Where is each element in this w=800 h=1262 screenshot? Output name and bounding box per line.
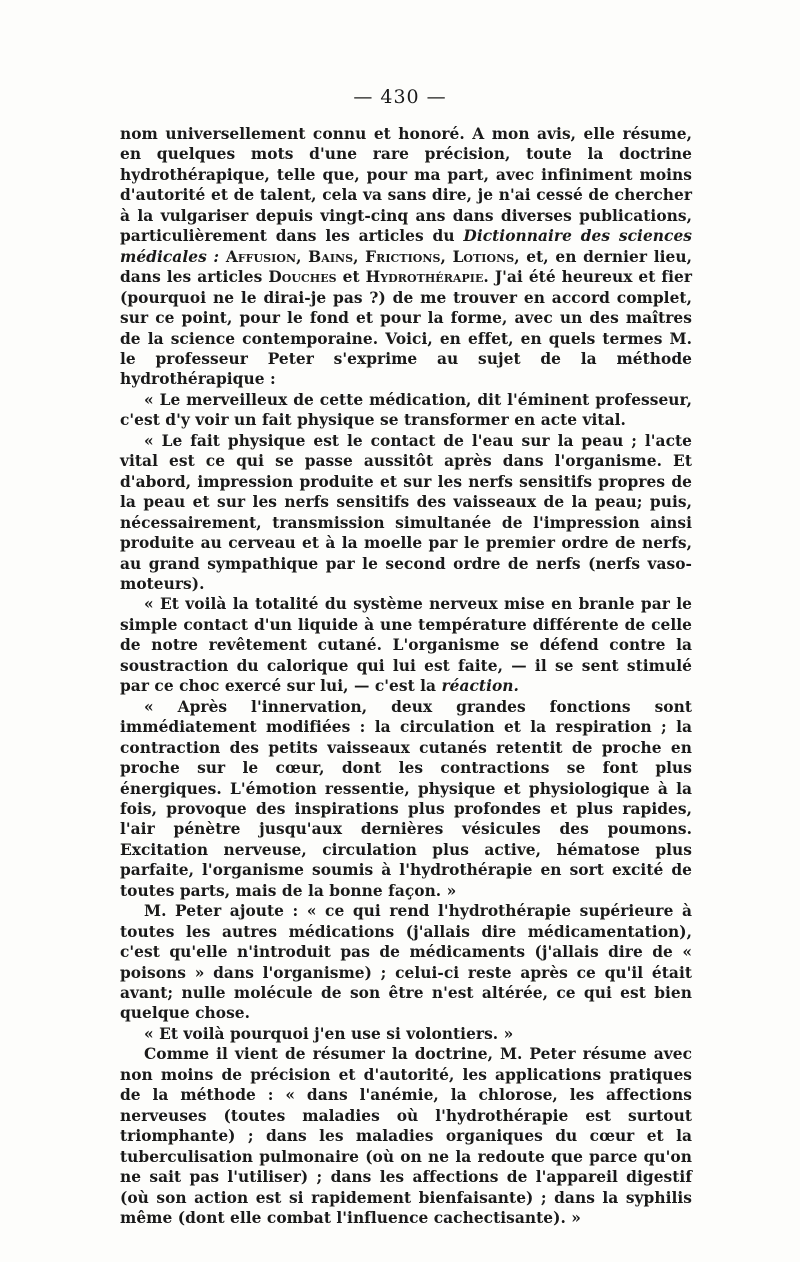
body-text: [120, 124, 692, 1228]
text-segment: « Et voilà la totalité du système nerveux mise en branle par le simple contact d'un liquide à une température différente de celle de notre revêtement cutané. L'organisme se défend contre la soustraction du calorique qui lui est faite, — il se sent stimulé par ce choc exercé sur lui, — c'est la: [120, 595, 692, 696]
text-segment: nom universellement connu et honoré. A mon avis, elle résume, en quelques mots d'une rare précision, toute la doctrine hydrothérapique, telle que, pour ma part, avec infiniment moins d'autorité et de talent, cela va sans dire, je n'ai cessé de chercher à la vulgariser depuis vingt-cinq ans dans diverses publications, particulièrement dans les articles du: [120, 125, 692, 246]
paragraph: [120, 1044, 692, 1228]
paragraph: [120, 124, 692, 390]
text-segment: « Et voilà pourquoi j'en use si volontiers. »: [144, 1024, 514, 1043]
text-segment: [219, 248, 226, 266]
paragraph: [120, 1024, 692, 1044]
text-segment: « Après l'innervation, deux grandes fonctions sont immédiatement modifiées : la circulation et la respiration ; la contraction des petits vaisseaux cutanés retentit de proche en proche sur le cœur, dont les contractions se font plus énergiques. L'émotion ressentie, physique et physiologique à la fois, provoque des inspirations plus profondes et plus rapides, l'air pénètre jusqu'aux dernières vésicules des poumons. Excitation nerveuse, circulation plus active, hématose plus parfaite, l'organisme soumis à l'hydrothérapie en sort excité de toutes parts, mais de la bonne façon. »: [120, 697, 692, 900]
small-caps-text: Douches: [268, 268, 337, 287]
small-caps-text: Hydrothérapie.: [365, 268, 489, 287]
text-segment: « Le merveilleux de cette médication, dit l'éminent professeur, c'est d'y voir un fait physique se transformer en acte vital.: [120, 390, 692, 430]
paragraph: [120, 390, 692, 431]
text-segment: et: [336, 268, 366, 287]
paragraph: [120, 431, 692, 595]
text-segment: et, en dernier lieu, dans les articles: [120, 247, 692, 287]
paragraph: [120, 697, 692, 902]
small-caps-text: Affusion, Bains, Frictions, Lotions,: [225, 247, 520, 266]
page-number: — 430 —: [353, 86, 447, 108]
text-segment: Comme il vient de résumer la doctrine, M. Peter résume avec non moins de précision et d'autorité, les applications pratiques de la méthode : « dans l'anémie, la chlorose, les affections nerveuses (toutes maladies où l'hydrothérapie est surtout triomphante) ; dans les maladies organiques du cœur et la tuberculisation pulmonaire (où on ne la redoute que parce qu'on ne sait pas l'utiliser) ; dans les affections de l'appareil digestif (où son action est si rapidement bienfaisante) ; dans la syphilis même (dont elle combat l'influence cachectisante). »: [120, 1045, 692, 1228]
text-segment: « Le fait physique est le contact de l'eau sur la peau ; l'acte vital est ce qui se passe aussitôt après dans l'organisme. Et d'abord, impression produite et sur les nerfs sensitifs propres de la peau et sur les nerfs sensitifs des vaisseaux de la peau; puis, nécessairement, transmission simultanée de l'impression ainsi produite au cerveau et à la moelle par le premier ordre de nerfs, au grand sympathique par le second ordre de nerfs (nerfs vaso-moteurs).: [120, 431, 692, 593]
italic-text: réaction.: [441, 677, 519, 696]
paragraph: [120, 901, 692, 1024]
italic-text: Dictionnaire des sciences médicales :: [120, 227, 692, 266]
text-segment: M. Peter ajoute : « ce qui rend l'hydrothérapie supérieure à toutes les autres médications (j'allais dire médicamentation), c'est qu'elle n'introduit pas de médicaments (j'allais dire de « poisons » dans l'organisme) ; celui-ci reste après ce qu'il était avant; nulle molécule de son être n'est altérée, ce qui est bien quelque chose.: [120, 902, 692, 1023]
text-segment: J'ai été heureux et fier (pourquoi ne le dirai-je pas ?) de me trouver en accord complet, sur ce point, pour le fond et pour la forme, avec un des maîtres de la science contemporaine. Voici, en effet, en quels termes M. le professeur Peter s'exprime au sujet de la méthode hydrothérapique :: [120, 268, 692, 389]
paragraph: [120, 594, 692, 696]
